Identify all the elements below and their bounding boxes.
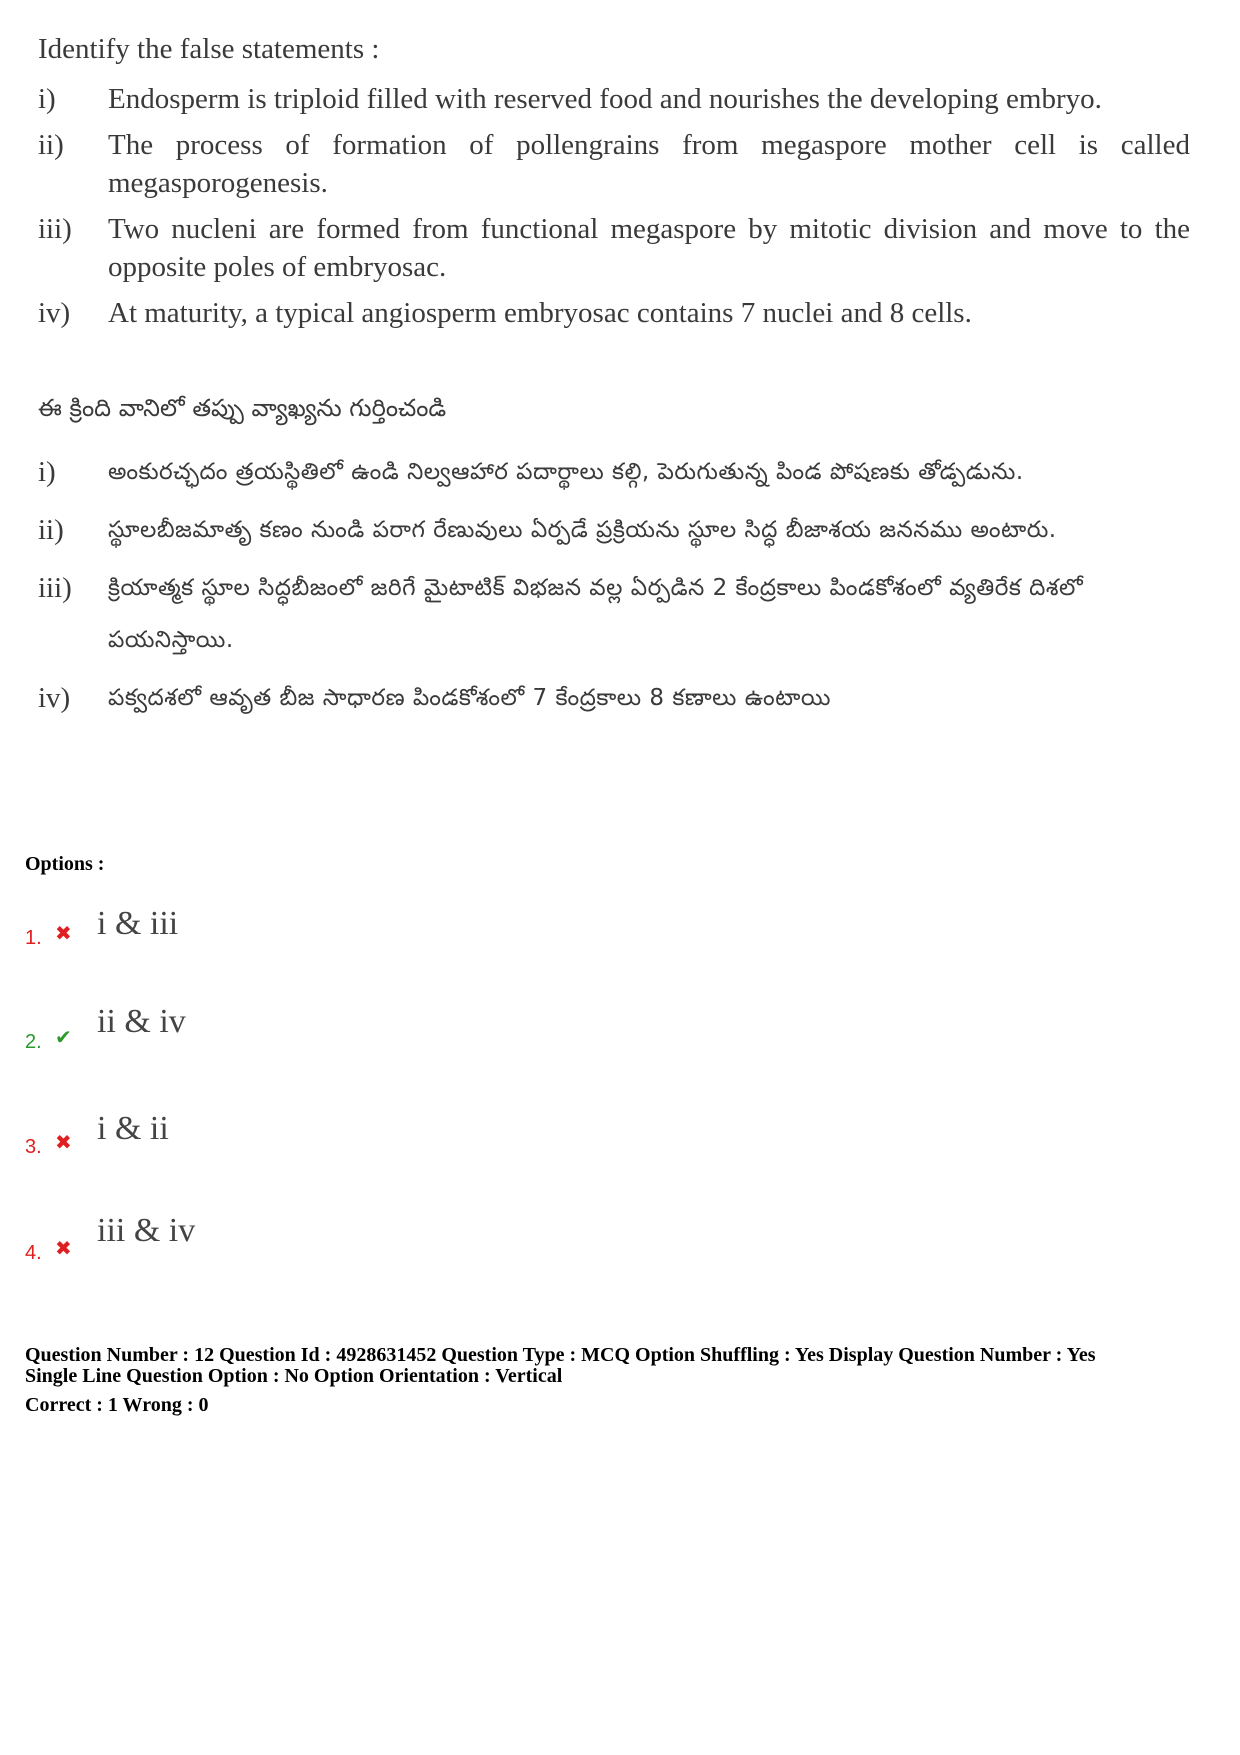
options-label: Options : — [25, 853, 105, 875]
statement-number: ii) — [38, 514, 64, 546]
statement-number: iii) — [38, 213, 72, 245]
check-icon: ✔ — [55, 1025, 72, 1049]
metadata-line: Question Number : 12 Question Id : 4928631452 Question Type : MCQ Option Shuffling : Yes Display Question Number : Yes — [25, 1344, 1096, 1366]
statement-text: Two nucleni are formed from functional megaspore by mitotic division and move to the opposite poles of embryosac. — [108, 213, 1190, 283]
option-text: i & iii — [97, 905, 179, 942]
cross-icon: ✖ — [55, 1236, 72, 1260]
telugu-statement-item — [38, 672, 1190, 724]
option-number: 3. — [25, 1136, 42, 1158]
option-number: 4. — [25, 1242, 42, 1264]
score-line: Correct : 1 Wrong : 0 — [25, 1394, 209, 1416]
question-image — [38, 30, 1190, 730]
statement-text: Endosperm is triploid filled with reserved food and nourishes the developing embryo. — [108, 83, 1102, 115]
statement-item — [38, 210, 1190, 286]
question-heading: Identify the false statements : — [38, 33, 380, 65]
statement-number: iv) — [38, 297, 71, 329]
question-metadata — [25, 1345, 1215, 1416]
telugu-statement-item — [38, 504, 1190, 556]
cross-icon: ✖ — [55, 1130, 72, 1154]
option-text: i & ii — [97, 1110, 169, 1147]
statement-item — [38, 126, 1190, 202]
option-text: iii & iv — [97, 1212, 196, 1249]
statement-text: The process of formation of pollengrains from megaspore mother cell is called megasporogenesis. — [108, 129, 1190, 199]
option-2[interactable] — [25, 1003, 425, 1063]
telugu-statement-item — [38, 446, 1190, 498]
telugu-statement-text: క్రియాత్మక స్థూల సిద్ధబీజంలో జరిగే మైటాటిక్ విభజన వల్ల ఏర్పడిన 2 కేంద్రకాలు పిండకోశంలో వ్యతిరేక దిశలో పయనిస్తాయి. — [108, 575, 1084, 653]
statement-number: ii) — [38, 129, 64, 161]
statement-number: i) — [38, 83, 56, 115]
option-3[interactable] — [25, 1110, 425, 1170]
option-number: 1. — [25, 927, 42, 949]
statement-number: i) — [38, 456, 56, 488]
telugu-statement-item — [38, 562, 1190, 666]
telugu-statement-text: పక్వదశలో ఆవృత బీజ సాధారణ పిండకోశంలో 7 కేంద్రకాలు 8 కణాలు ఉంటాయి — [108, 685, 831, 711]
telugu-statement-text: స్థూలబీజమాతృ కణం నుండి పరాగ రేణువులు ఏర్పడే ప్రక్రియను స్థూల సిద్ధ బీజాశయ జననము అంటారు. — [108, 517, 1057, 543]
statement-item — [38, 294, 1190, 332]
cross-icon: ✖ — [55, 921, 72, 945]
option-number: 2. — [25, 1031, 42, 1053]
option-text: ii & iv — [97, 1003, 186, 1040]
statement-number: iv) — [38, 682, 71, 714]
metadata-line: Single Line Question Option : No Option Orientation : Vertical — [25, 1365, 563, 1387]
option-1[interactable] — [25, 905, 425, 965]
telugu-statement-text: అంకురచ్ఛదం త్రయస్థితిలో ఉండి నిల్వఆహార పదార్థాలు కల్గి, పెరుగుతున్న పిండ పోషణకు తోడ్పడును. — [108, 459, 1024, 485]
telugu-question-heading: ఈ క్రింది వానిలో తప్పు వ్యాఖ్యను గుర్తించండి — [38, 394, 447, 422]
statement-item — [38, 80, 1190, 118]
option-4[interactable] — [25, 1212, 425, 1272]
statement-number: iii) — [38, 572, 72, 604]
statement-text: At maturity, a typical angiosperm embryosac contains 7 nuclei and 8 cells. — [108, 297, 972, 329]
